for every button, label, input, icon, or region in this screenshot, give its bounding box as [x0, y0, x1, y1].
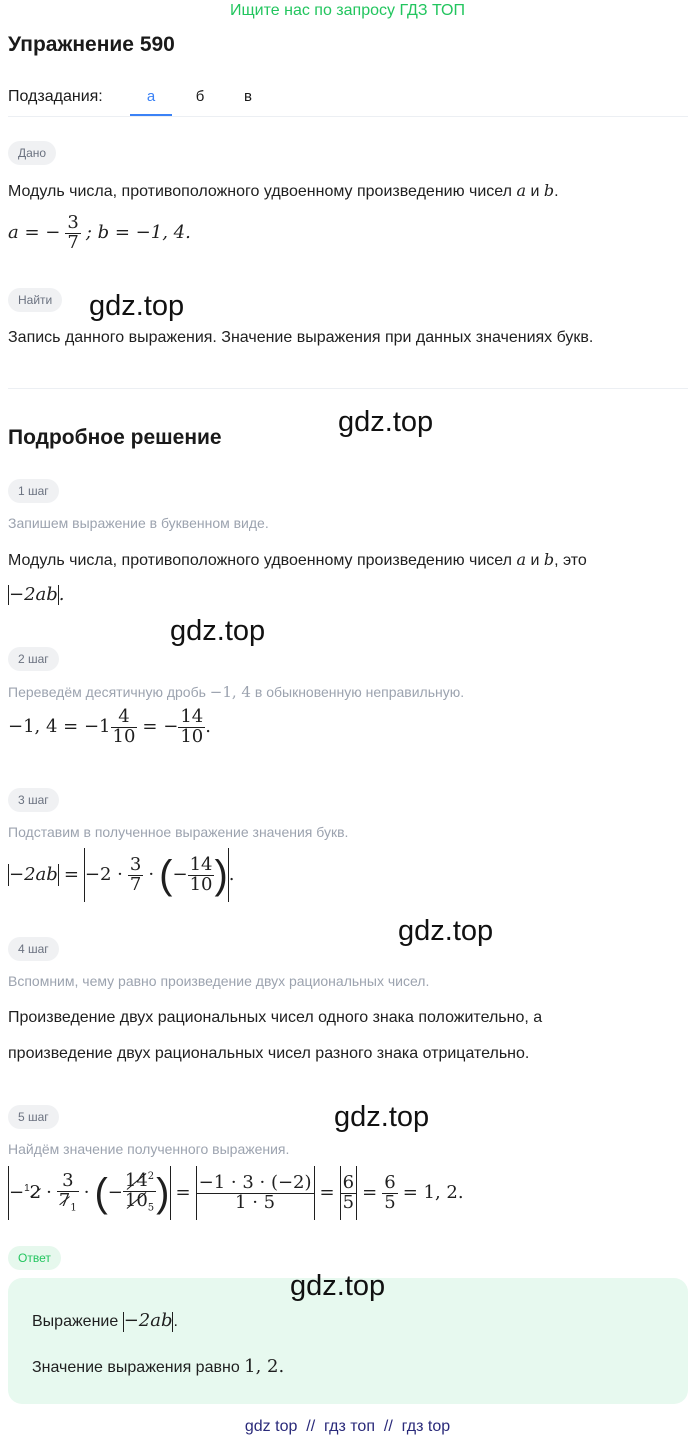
given-text: Модуль числа, противоположного удвоенному произведению чисел a и b.	[8, 181, 559, 200]
step-5-expression: −$^1$2 · $\frac{3}{7_1}$ · (− $\frac{14^2}{10_5}$ ) = $\frac{-1 \cdot 3 \cdot (-2)}{1 \cdot 5}$ = $\frac{6}{5}$ = $\frac{6}{5}$ = 1, 2.	[8, 1166, 464, 1220]
tab-a[interactable]: а	[146, 88, 156, 105]
watermark: gdz.top	[170, 615, 266, 647]
step-1-hint: Запишем выражение в буквенном виде.	[8, 515, 269, 531]
find-text: Запись данного выражения. Значение выражения при данных значениях букв.	[8, 329, 594, 346]
step-1-badge: 1 шаг	[8, 479, 59, 503]
step-2-badge: 2 шаг	[8, 647, 59, 671]
find-badge: Найти	[8, 288, 62, 312]
step-1-expression: −2ab.	[9, 584, 65, 605]
step-3-hint: Подставим в полученное выражение значения букв.	[8, 824, 349, 840]
step-4-line-2: произведение двух рациональных чисел разного знака отрицательно.	[8, 1045, 530, 1062]
given-badge: Дано	[8, 141, 56, 165]
watermark: gdz.top	[398, 915, 494, 947]
footer: gdz top // гдз топ // гдз top	[244, 1418, 451, 1435]
watermark: gdz.top	[338, 406, 434, 438]
step-4-line-1: Произведение двух рациональных чисел одного знака положительно, а	[8, 1009, 543, 1026]
step-4-badge: 4 шаг	[8, 937, 59, 961]
given-values: a = − $\frac{3}{7}$ ; b = −1, 4.	[8, 212, 191, 253]
step-2-hint: Переведём десятичную дробь −1, 4 в обыкновенную неправильную.	[8, 683, 465, 701]
subtasks-label: Подзадания:	[8, 88, 103, 105]
divider	[8, 388, 688, 389]
step-1-text: Модуль числа, противоположного удвоенному произведению чисел a и b, это	[8, 550, 587, 569]
fraction: $\frac{3}{7}$	[67, 212, 79, 253]
step-5-badge: 5 шаг	[8, 1105, 59, 1129]
divider	[8, 116, 688, 117]
tab-b[interactable]: б	[195, 88, 205, 105]
page-title: Упражнение 590	[8, 33, 175, 56]
watermark: gdz.top	[89, 290, 185, 322]
answer-line-1: Выражение −2ab.	[32, 1310, 178, 1331]
solution-title: Подробное решение	[8, 426, 222, 449]
answer-line-2: Значение выражения равно 1, 2.	[32, 1356, 285, 1377]
tab-v[interactable]: в	[244, 88, 252, 105]
step-5-hint: Найдём значение полученного выражения.	[8, 1141, 290, 1157]
step-3-expression: −2ab = −2 · $\frac{3}{7}$ · (− $\frac{14}{10}$ ).	[8, 848, 235, 902]
answer-badge: Ответ	[8, 1246, 61, 1270]
watermark: gdz.top	[290, 1270, 386, 1302]
step-2-expression: −1, 4 = −1 $\frac{4}{10}$ = − $\frac{14}{10}$ .	[8, 706, 211, 747]
watermark: gdz.top	[334, 1101, 430, 1133]
step-3-badge: 3 шаг	[8, 788, 59, 812]
top-banner: Ищите нас по запросу ГДЗ ТОП	[230, 2, 465, 19]
step-4-hint: Вспомним, чему равно произведение двух рациональных чисел.	[8, 973, 430, 989]
